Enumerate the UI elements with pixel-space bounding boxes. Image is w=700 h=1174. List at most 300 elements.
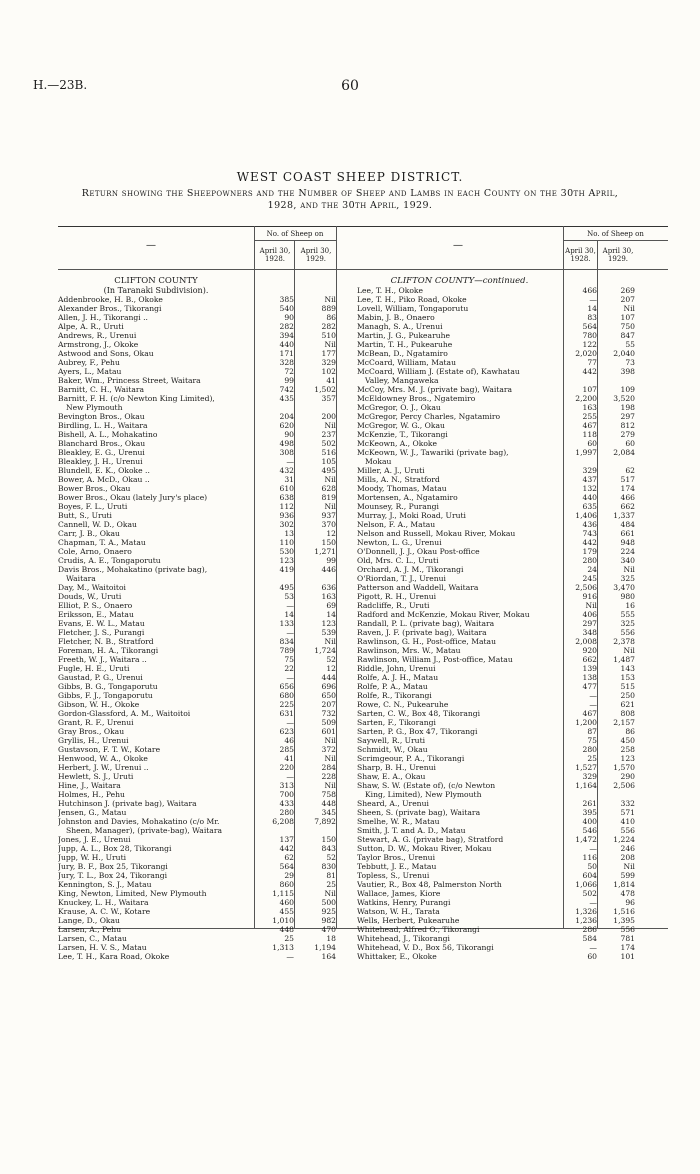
sheep-1928: 110 <box>279 538 294 547</box>
sheep-1929: Nil <box>623 862 635 871</box>
table-row <box>357 889 668 898</box>
sheep-1929: 153 <box>620 673 635 682</box>
owner-name: Sarten, C. W., Box 48, Tikorangi <box>357 709 481 718</box>
table-row <box>357 565 668 574</box>
county-subheading: (In Taranaki Subdivision). <box>103 286 209 295</box>
sheep-1929: 621 <box>620 700 635 709</box>
sheep-1929: 86 <box>625 727 635 736</box>
sheep-1929: 601 <box>321 727 336 736</box>
owner-name: Henwood, W. A., Okoke <box>58 754 148 763</box>
table-row <box>357 619 668 628</box>
sheep-1929: 224 <box>620 547 635 556</box>
sheep-1928: 1,997 <box>575 448 597 457</box>
table-row <box>58 448 376 457</box>
sheep-1929: 332 <box>620 799 635 808</box>
table-row <box>58 790 376 799</box>
table-row <box>58 781 376 790</box>
table-row <box>357 412 668 421</box>
header-subrule <box>254 240 336 241</box>
sheep-1929: 509 <box>321 718 336 727</box>
owner-name: Holmes, H., Pehu <box>58 790 125 799</box>
owner-name: Barnitt, C. H., Waitara <box>58 385 145 394</box>
owner-name: Blundell, E. K., Okoke .. <box>58 466 150 475</box>
table-row <box>357 592 668 601</box>
sheep-1928: — <box>286 628 294 637</box>
table-row <box>58 295 376 304</box>
sheep-1928: 179 <box>582 547 597 556</box>
table-row <box>58 412 376 421</box>
owner-name: Gordon-Glassford, A. M., Waitoitoi <box>58 709 191 718</box>
table-row <box>357 340 668 349</box>
table-row <box>58 799 376 808</box>
col-1929-header: April 30, 1929. <box>300 247 332 263</box>
owner-name: Whitehead, Alfred O., Tikorangi <box>357 925 480 934</box>
sheep-1929: 847 <box>620 331 635 340</box>
table-row <box>58 943 376 952</box>
table-row <box>357 367 668 376</box>
sheep-1929: 1,224 <box>613 835 635 844</box>
owner-name: Bleakley, J. H., Urenui <box>58 457 143 466</box>
sheep-1929: 410 <box>620 817 635 826</box>
sheep-1929: 758 <box>321 790 336 799</box>
owner-name: Jupp, A. L., Box 28, Tikorangi <box>58 844 172 853</box>
owner-name: Watson, W. H., Tarata <box>357 907 440 916</box>
sheep-group-header: No. of Sheep on <box>266 230 324 238</box>
sheep-1929: 732 <box>321 709 336 718</box>
owner-name: Wallace, James, Kiore <box>357 889 441 898</box>
sheep-1929: 174 <box>620 484 635 493</box>
sheep-1929: 982 <box>321 916 336 925</box>
sheep-1928: 433 <box>279 799 294 808</box>
owner-name: Rolfe, A. J. H., Matau <box>357 673 439 682</box>
sheep-1929: 81 <box>326 871 336 880</box>
table-row <box>357 286 668 295</box>
owner-name: Sharp, B. H., Urenui <box>357 763 436 772</box>
table-row <box>357 358 668 367</box>
owner-name: Johnston and Davies, Mohakatino (c/o Mr. <box>58 817 220 826</box>
sheep-1929: 1,814 <box>613 880 635 889</box>
sheep-1929: 2,157 <box>613 718 635 727</box>
table-row <box>58 385 376 394</box>
owner-name: Bower Bros., Okau (lately Jury's place) <box>58 493 208 502</box>
owner-name: Larsen, C., Matau <box>58 934 127 943</box>
owner-name: Jury, B. F., Box 25, Tikorangi <box>58 862 168 871</box>
table-row <box>357 691 668 700</box>
page-header <box>33 78 667 94</box>
name-column-dash: — <box>146 240 156 251</box>
sheep-1928: 25 <box>587 754 597 763</box>
table-row <box>357 583 668 592</box>
owner-name: Gaustad, P. G., Urenui <box>58 673 143 682</box>
sheep-1928: 442 <box>279 844 294 853</box>
sheep-1929: Nil <box>324 781 336 790</box>
sheep-1929: 781 <box>620 934 635 943</box>
sheep-1929: 819 <box>321 493 336 502</box>
sheep-1929: 502 <box>321 439 336 448</box>
right-table-column <box>357 277 668 961</box>
sheep-1929: 925 <box>321 907 336 916</box>
sheep-1928: 638 <box>279 493 294 502</box>
table-row <box>357 862 668 871</box>
owner-name: McCoard, William, Matau <box>357 358 456 367</box>
table-row <box>357 601 668 610</box>
sheep-group-header: No. of Sheep on <box>587 230 644 238</box>
owner-name: Whitehead, J., Tikorangi <box>357 934 450 943</box>
table-row <box>58 430 376 439</box>
table-row <box>357 736 668 745</box>
sheep-1928: 75 <box>284 655 294 664</box>
sheep-1928: 1,527 <box>575 763 597 772</box>
sheep-1928: 137 <box>279 835 294 844</box>
col-1929-header: April 30, 1929. <box>602 247 634 263</box>
table-row <box>58 907 376 916</box>
page-number: 60 <box>341 78 359 94</box>
sheep-1929: 466 <box>620 493 635 502</box>
owner-name: Raven, J. F. (private bag), Waitara <box>357 628 487 637</box>
table-row <box>58 358 376 367</box>
owner-name: Fletcher, N. B., Stratford <box>58 637 154 646</box>
table-row <box>58 853 376 862</box>
sheep-1929: 450 <box>620 736 635 745</box>
table-row <box>58 322 376 331</box>
table-row <box>357 511 668 520</box>
owner-name: Martin, J. G., Pukearuhe <box>357 331 450 340</box>
table-row <box>58 538 376 547</box>
sheep-1928: 498 <box>279 439 294 448</box>
sheep-1929: 636 <box>321 583 336 592</box>
table-row <box>357 700 668 709</box>
table-row <box>357 952 668 961</box>
table-row <box>58 601 376 610</box>
owner-name: Lovell, William, Tongaporutu <box>357 304 469 313</box>
owner-name: Douds, W., Uruti <box>58 592 122 601</box>
sheep-1928: 1,200 <box>575 718 597 727</box>
sheep-1928: 225 <box>279 700 294 709</box>
table-row <box>357 853 668 862</box>
table-row <box>58 610 376 619</box>
owner-name: Evans, E. W. L., Matau <box>58 619 145 628</box>
owner-name: Randall, P. L. (private bag), Waitara <box>357 619 495 628</box>
sheep-1929: 12 <box>326 529 336 538</box>
owner-name: Saywell, R., Uruti <box>357 736 426 745</box>
sheep-1928: 1,313 <box>272 943 294 952</box>
sheep-1929: 696 <box>321 682 336 691</box>
sheep-1928: 87 <box>587 727 597 736</box>
sheep-1928: 328 <box>279 358 294 367</box>
sheep-1928: 467 <box>582 709 597 718</box>
owner-name: Lange, D., Okau <box>58 916 120 925</box>
sheep-1928: 204 <box>279 412 294 421</box>
owner-name: Alpe, A. R., Uruti <box>58 322 124 331</box>
sheep-1929: 52 <box>326 655 336 664</box>
sheep-1928: 780 <box>582 331 597 340</box>
table-row <box>357 439 668 448</box>
owner-name: Rowe, C. N., Pukearuhe <box>357 700 449 709</box>
owner-name: Andrews, R., Urenui <box>58 331 137 340</box>
owner-name: Rolfe, R., Tikorangi <box>357 691 432 700</box>
owner-name: Barnitt, F. H. (c/o Newton King Limited), <box>58 394 215 403</box>
sheep-1929: 650 <box>321 691 336 700</box>
table-row <box>58 439 376 448</box>
sheep-1929: 510 <box>321 331 336 340</box>
sheep-1928: Nil <box>585 601 597 610</box>
owner-name: Orchard, A. J. M., Tikorangi <box>357 565 464 574</box>
sheep-1929: 1,487 <box>613 655 635 664</box>
owner-name: Astwood and Sons, Okau <box>58 349 154 358</box>
sheep-1928: 297 <box>582 619 597 628</box>
table-row <box>58 934 376 943</box>
table-row <box>58 313 376 322</box>
owner-name: Shaw, E. A., Okau <box>357 772 426 781</box>
sheep-1928: 437 <box>582 475 597 484</box>
table-row <box>357 610 668 619</box>
sheep-1928: 467 <box>582 421 597 430</box>
owner-name: Elliot, P. S., Onaero <box>58 601 133 610</box>
owner-name: Radcliffe, R., Uruti <box>357 601 430 610</box>
sheep-1928: 1,164 <box>575 781 597 790</box>
sheep-1928: 2,200 <box>575 394 597 403</box>
sheep-1928: 329 <box>582 772 597 781</box>
table-row <box>357 430 668 439</box>
table-row <box>357 403 668 412</box>
sheep-1928: — <box>286 601 294 610</box>
owner-name: Stewart, A. G. (private bag), Stratford <box>357 835 504 844</box>
sheep-1929: 556 <box>620 925 635 934</box>
sheep-1929: 164 <box>321 952 336 961</box>
table-row <box>58 520 376 529</box>
sheep-1929: 297 <box>620 412 635 421</box>
sheep-1929: 86 <box>326 313 336 322</box>
table-row <box>58 376 376 385</box>
sheep-1929: 340 <box>620 556 635 565</box>
sheep-1928: 1,406 <box>575 511 597 520</box>
table-row <box>58 664 376 673</box>
table-row <box>58 817 376 826</box>
table-row <box>357 637 668 646</box>
owner-name: McKeown, A., Okoke <box>357 439 438 448</box>
sheep-1929: 516 <box>321 448 336 457</box>
sheep-1929: 1,271 <box>314 547 336 556</box>
owner-name: Taylor Bros., Urenui <box>357 853 435 862</box>
sheep-1929: 370 <box>321 520 336 529</box>
sheep-1928: 455 <box>279 907 294 916</box>
sheep-1928: 53 <box>284 592 294 601</box>
table-row <box>357 664 668 673</box>
sheep-1928: 14 <box>587 304 597 313</box>
sheep-1929: 484 <box>620 520 635 529</box>
table-row <box>58 457 376 466</box>
owner-name: Cannell, W. D., Okau <box>58 520 137 529</box>
table-row <box>58 403 376 412</box>
sheep-1929: 948 <box>620 538 635 547</box>
owner-name: Hewlett, S. J., Uruti <box>58 772 134 781</box>
owner-name: Allen, J. H., Tikorangi .. <box>58 313 148 322</box>
table-row <box>357 385 668 394</box>
owner-name: New Plymouth <box>66 403 123 412</box>
sheep-1928: 2,020 <box>575 349 597 358</box>
sheep-1929: 123 <box>321 619 336 628</box>
sheep-1929: 60 <box>625 439 635 448</box>
table-row <box>357 781 668 790</box>
sheep-1929: Nil <box>324 889 336 898</box>
table-row <box>58 619 376 628</box>
sheep-1929: 25 <box>326 880 336 889</box>
sheep-1928: 448 <box>279 925 294 934</box>
owner-name: Fletcher, J. S., Purangi <box>58 628 145 637</box>
sheep-1929: 246 <box>620 844 635 853</box>
table-row <box>357 349 668 358</box>
owner-name: McGregor, W. G., Okau <box>357 421 445 430</box>
owner-name: Nelson, F. A., Matau <box>357 520 436 529</box>
owner-name: King, Limited), New Plymouth <box>365 790 482 799</box>
owner-name: Mounsey, R., Purangi <box>357 502 439 511</box>
owner-name: Freeth, W. J., Waitara .. <box>58 655 147 664</box>
sheep-1928: 584 <box>582 934 597 943</box>
owner-name: Jury, T. L., Box 24, Tikorangi <box>58 871 168 880</box>
right-rows <box>357 286 668 961</box>
owner-name: Butt, S., Uruti <box>58 511 112 520</box>
header-subrule <box>563 240 668 241</box>
sheep-1928: 400 <box>582 817 597 826</box>
sheep-1928: — <box>286 772 294 781</box>
table-row <box>357 898 668 907</box>
owner-name: Bevington Bros., Okau <box>58 412 145 421</box>
owner-name: Larsen, A., Pehu <box>58 925 122 934</box>
sheep-1929: 101 <box>620 952 635 961</box>
sheep-1928: 245 <box>582 574 597 583</box>
sheep-1928: 308 <box>279 448 294 457</box>
sheep-1929: 1,502 <box>314 385 336 394</box>
sheep-1928: 442 <box>582 367 597 376</box>
owner-name: Rawlinson, G. H., Post-office, Matau <box>357 637 496 646</box>
sheep-1929: 1,516 <box>613 907 635 916</box>
sheep-1929: 14 <box>326 610 336 619</box>
sheep-1928: 50 <box>587 862 597 871</box>
sheep-1929: 556 <box>620 628 635 637</box>
left-table-column <box>58 277 376 961</box>
owner-name: Rawlinson, Mrs. W., Matau <box>357 646 461 655</box>
sheep-1928: 112 <box>279 502 294 511</box>
owner-name: King, Newton, Limited, New Plymouth <box>58 889 207 898</box>
table-row <box>58 511 376 520</box>
table-row <box>58 916 376 925</box>
sheep-1929: Nil <box>324 754 336 763</box>
sheep-1929: 290 <box>620 772 635 781</box>
owner-name: Jones, J. E., Urenui <box>58 835 131 844</box>
owner-name: Miller, A. J., Uruti <box>357 466 425 475</box>
owner-name: Gryllis, H., Urenui <box>58 736 129 745</box>
table-row <box>58 826 376 835</box>
sheep-1928: 118 <box>582 430 597 439</box>
sheep-1928: — <box>286 718 294 727</box>
sheep-1929: 539 <box>321 628 336 637</box>
table-row <box>357 502 668 511</box>
sheep-1928: 60 <box>587 439 597 448</box>
sheep-1929: 937 <box>321 511 336 520</box>
owner-name: Mortensen, A., Ngatamiro <box>357 493 458 502</box>
table-row <box>58 718 376 727</box>
table-row <box>58 655 376 664</box>
table-row <box>58 691 376 700</box>
sheep-1928: 700 <box>279 790 294 799</box>
table-row <box>357 313 668 322</box>
table-row <box>357 520 668 529</box>
sheep-1929: 52 <box>326 853 336 862</box>
owner-name: Bishell, A. L., Mohakatino <box>58 430 158 439</box>
owner-name: Larsen, H. V. S., Matau <box>58 943 147 952</box>
sheep-1928: 41 <box>284 754 294 763</box>
table-row <box>58 394 376 403</box>
table-row <box>58 889 376 898</box>
sheep-1929: 325 <box>620 619 635 628</box>
table-row <box>357 322 668 331</box>
sheep-1929: 2,040 <box>613 349 635 358</box>
owner-name: Nelson and Russell, Mokau River, Mokau <box>357 529 516 538</box>
sheep-1928: 62 <box>284 853 294 862</box>
sheep-1928: 72 <box>284 367 294 376</box>
owner-name: Bleakley, E. G., Urenui <box>58 448 145 457</box>
sheep-1929: 329 <box>321 358 336 367</box>
col-1928-header: April 30, 1928. <box>259 247 291 263</box>
table-row <box>357 907 668 916</box>
sheep-1929: 1,337 <box>613 511 635 520</box>
sheep-1929: 62 <box>625 466 635 475</box>
table-row <box>58 637 376 646</box>
sheep-1928: 789 <box>279 646 294 655</box>
sheep-1929: 517 <box>620 475 635 484</box>
owner-name: Sheen, Manager), (private-bag), Waitara <box>66 826 222 835</box>
sheep-1929: 357 <box>321 394 336 403</box>
sheep-1928: 436 <box>582 520 597 529</box>
owner-name: Smith, J. T. and A. D., Matau <box>357 826 466 835</box>
sheep-1929: 750 <box>620 322 635 331</box>
owner-name: Valley, Mangaweka <box>365 376 439 385</box>
table-row <box>58 340 376 349</box>
table-row <box>58 502 376 511</box>
sheep-1928: 1,115 <box>272 889 294 898</box>
table-row <box>58 592 376 601</box>
sheep-1928: 163 <box>582 403 597 412</box>
owner-name: Gibson, W. H., Okoke <box>58 700 140 709</box>
sheep-1928: 1,236 <box>575 916 597 925</box>
owner-name: Sarten, F., Tikorangi <box>357 718 436 727</box>
sheep-1928: 631 <box>279 709 294 718</box>
owner-name: Old, Mrs. C. L., Uruti <box>357 556 439 565</box>
table-row <box>58 808 376 817</box>
sheep-1928: 46 <box>284 736 294 745</box>
sheep-1929: 3,470 <box>613 583 635 592</box>
sheep-1928: — <box>589 844 597 853</box>
sheep-1929: 470 <box>321 925 336 934</box>
sheep-1929: 200 <box>321 412 336 421</box>
sheep-1928: — <box>286 952 294 961</box>
sheep-1928: 77 <box>587 358 597 367</box>
table-row <box>357 808 668 817</box>
sheep-1929: 555 <box>620 610 635 619</box>
sheep-1928: — <box>589 691 597 700</box>
sheep-1928: 139 <box>582 664 597 673</box>
owner-name: Eriksson, E., Matau <box>58 610 134 619</box>
table-row <box>58 367 376 376</box>
table-row <box>357 790 668 799</box>
sheep-1929: 980 <box>620 592 635 601</box>
sheep-1929: 123 <box>620 754 635 763</box>
sheep-1928: — <box>286 457 294 466</box>
sheep-1928: 280 <box>582 745 597 754</box>
table-row <box>58 484 376 493</box>
owner-name: Mills, A. N., Stratford <box>357 475 440 484</box>
sheep-1929: 478 <box>620 889 635 898</box>
